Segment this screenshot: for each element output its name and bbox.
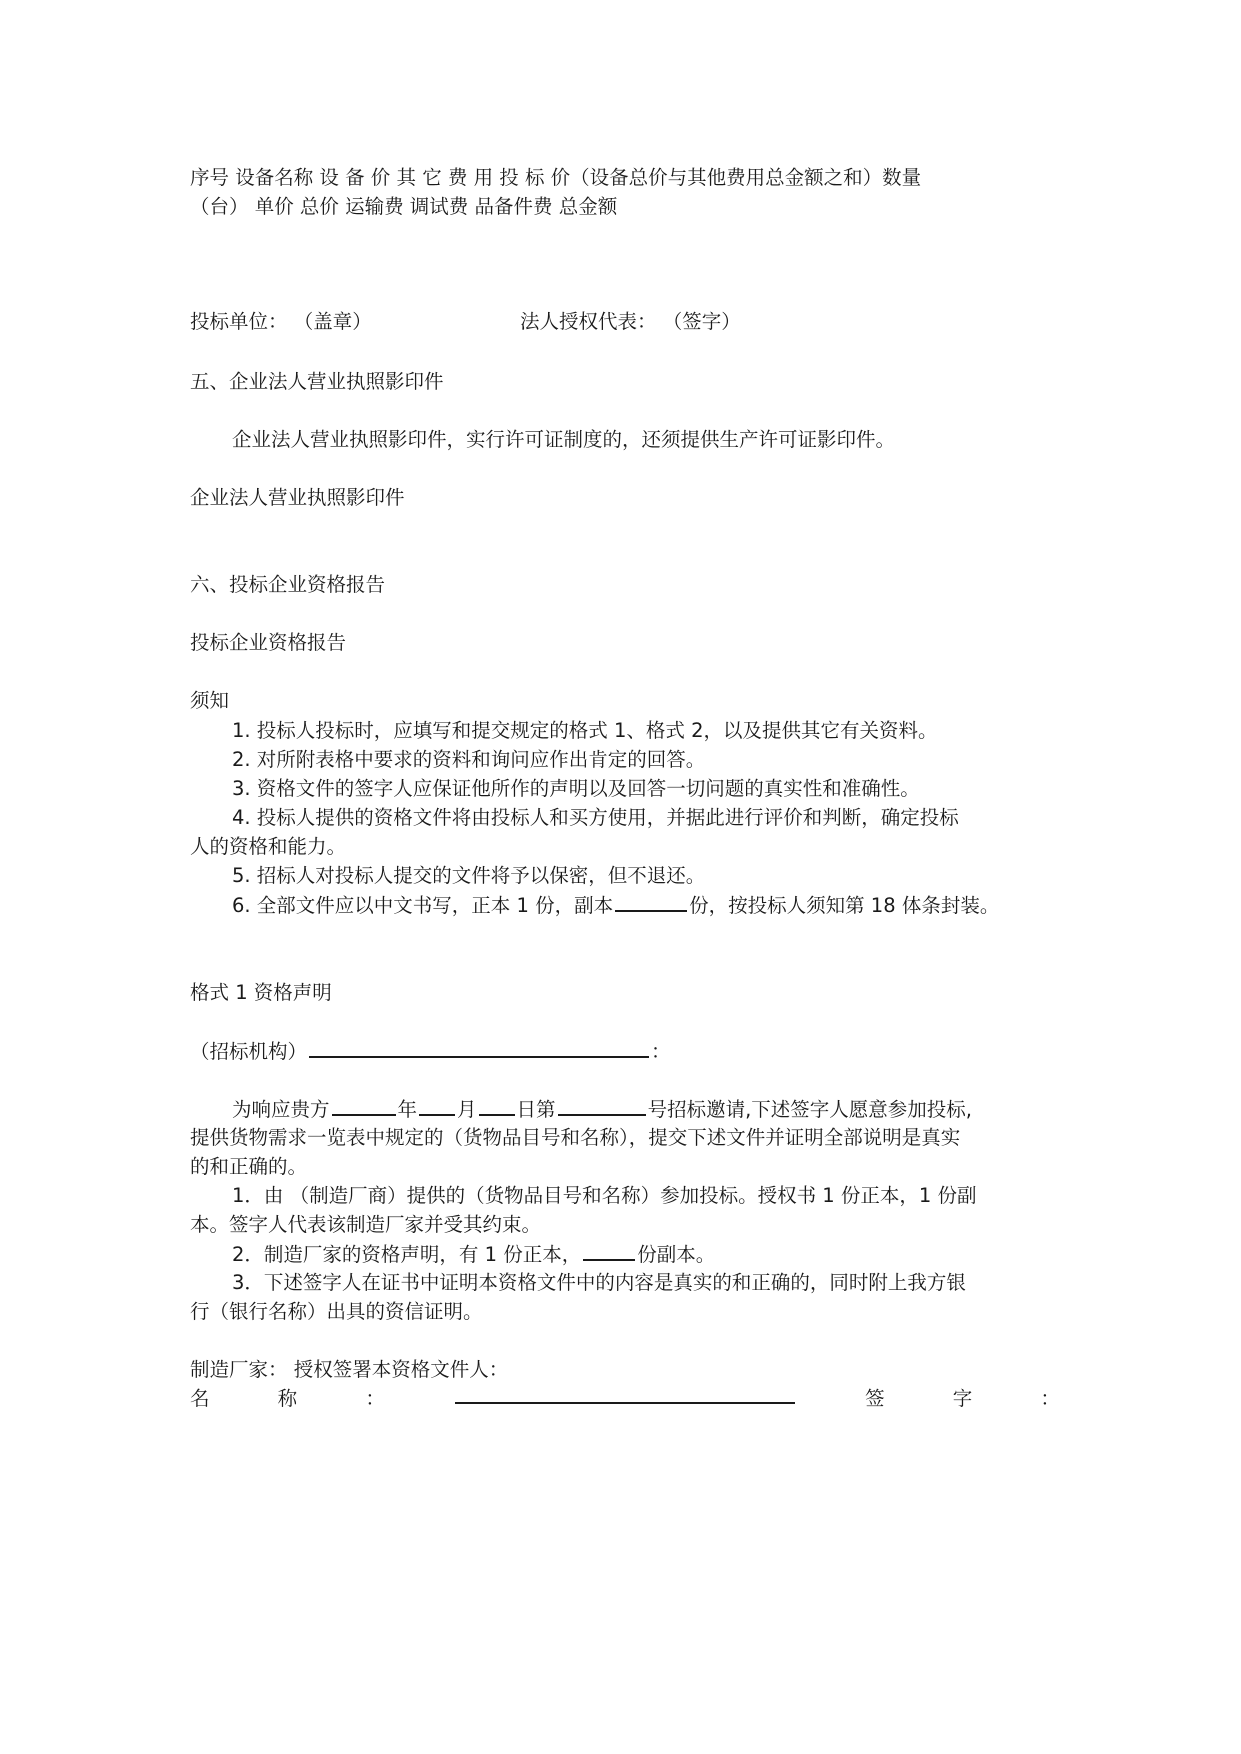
name-char-3: ： <box>365 1387 385 1410</box>
bid-unit-label: 投标单位： （盖章） <box>190 310 372 333</box>
format1-item1-line1: 1．由 （制造厂商）提供的（货物品目号和名称）参加投标。授权书 1 份正本，1 份副 <box>232 1184 977 1207</box>
para-day: 日第 <box>516 1098 556 1121</box>
para-year: 年 <box>397 1098 418 1121</box>
tender-agency-blank[interactable] <box>309 1036 649 1058</box>
client-blank[interactable] <box>332 1094 396 1116</box>
sign-char-3: ： <box>1040 1387 1060 1410</box>
notice-item-2: 2. 对所附表格中要求的资料和询问应作出肯定的回答。 <box>232 748 706 771</box>
format1-item1-line2: 本。签字人代表该制造厂家并受其约束。 <box>190 1213 542 1236</box>
copies-blank[interactable] <box>615 890 687 912</box>
addressee-line <box>190 1036 671 1067</box>
invitation-number-blank[interactable] <box>558 1094 646 1116</box>
section5-heading: 五、企业法人营业执照影印件 <box>190 370 444 393</box>
notice-item-6-pre: 6. 全部文件应以中文书写，正本 1 份，副本 <box>232 894 614 917</box>
section6-subheading: 投标企业资格报告 <box>190 631 347 654</box>
statement-paragraph-line1 <box>232 1094 972 1125</box>
name-char-2: 称 <box>277 1387 298 1410</box>
name-char-1: 名 <box>190 1387 210 1410</box>
statement-paragraph-line3: 的和正确的。 <box>190 1155 308 1178</box>
format1-title: 格式 1 资格声明 <box>190 981 332 1004</box>
notice-item-4: 4. 投标人提供的资格文件将由投标人和买方使用，并据此进行评价和判断，确定投标 <box>232 806 959 829</box>
notice-title: 须知 <box>190 689 230 712</box>
section5-caption: 企业法人营业执照影印件 <box>190 486 405 509</box>
notice-item-6-post: 份，按投标人须知第 18 体条封装。 <box>689 894 1000 917</box>
para-post: 号招标邀请,下述签字人愿意参加投标, <box>647 1098 972 1121</box>
name-sign-row <box>190 1384 1060 1414</box>
month-blank[interactable] <box>479 1094 515 1116</box>
statement-paragraph-line2: 提供货物需求一览表中规定的（货物品目号和名称），提交下述文件并证明全部说明是真实 <box>190 1126 961 1149</box>
notice-item-6 <box>232 890 999 921</box>
authorized-rep-label: 法人授权代表： （签字） <box>520 310 741 333</box>
sign-char-2: 字 <box>952 1387 973 1410</box>
maker-signatory-label: 制造厂家： 授权签署本资格文件人： <box>190 1358 509 1381</box>
sign-char-1: 签 <box>865 1387 885 1410</box>
addressee-label: （招标机构） <box>190 1040 308 1063</box>
copies-count-blank[interactable] <box>583 1239 635 1261</box>
notice-item-5: 5. 招标人对投标人提交的文件将予以保密，但不退还。 <box>232 864 706 887</box>
notice-item-3: 3. 资格文件的签字人应保证他所作的声明以及回答一切问题的真实性和准确性。 <box>232 777 920 800</box>
para-month: 月 <box>457 1098 477 1121</box>
name-blank[interactable] <box>455 1384 795 1404</box>
item2-post: 份副本。 <box>637 1243 716 1266</box>
format1-item3-line2: 行（银行名称）出具的资信证明。 <box>190 1300 483 1323</box>
format1-item3-line1: 3．下述签字人在证书中证明本资格文件中的内容是真实的和正确的，同时附上我方银 <box>232 1271 966 1294</box>
para-pre: 为响应贵方 <box>232 1098 330 1121</box>
price-table-header-line1: 序号 设备名称 设 备 价 其 它 费 用 投 标 价（设备总价与其他费用总金额之和）数量 <box>190 166 922 189</box>
price-table-header-line2: （台） 单价 总价 运输费 调试费 品备件费 总金额 <box>190 195 618 218</box>
year-blank[interactable] <box>419 1094 455 1116</box>
item2-pre: 2．制造厂家的资格声明，有 1 份正本， <box>232 1243 582 1266</box>
section5-body: 企业法人营业执照影印件，实行许可证制度的，还须提供生产许可证影印件。 <box>232 428 896 451</box>
addressee-colon: ： <box>651 1040 671 1063</box>
document-page <box>190 0 1060 1754</box>
section6-heading: 六、投标企业资格报告 <box>190 573 386 596</box>
notice-item-1: 1. 投标人投标时，应填写和提交规定的格式 1、格式 2，以及提供其它有关资料。 <box>232 719 938 742</box>
format1-item2 <box>232 1239 715 1270</box>
notice-item-4-cont: 人的资格和能力。 <box>190 835 347 858</box>
